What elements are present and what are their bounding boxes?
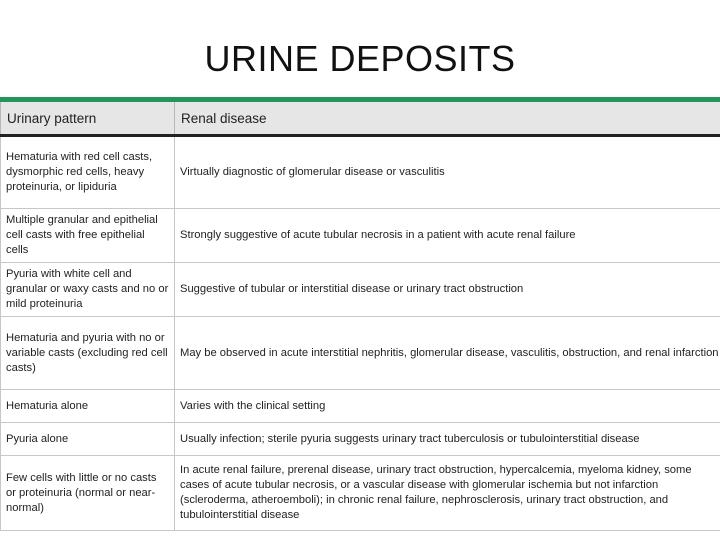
table-row — [1, 136, 720, 209]
urinary-pattern-cell: Hematuria with red cell casts, dysmorphic red cells, heavy proteinuria, or lipiduria — [1, 136, 175, 209]
table-row — [1, 263, 720, 317]
renal-disease-cell: May be observed in acute interstitial nephritis, glomerular disease, vasculitis, obstruction, and renal infarction — [175, 317, 720, 390]
header-urinary-pattern: Urinary pattern — [1, 102, 175, 136]
table-row — [1, 456, 720, 531]
renal-disease-cell: Varies with the clinical setting — [175, 390, 720, 423]
slide-title: URINE DEPOSITS — [204, 38, 516, 79]
renal-disease-cell: In acute renal failure, prerenal disease, urinary tract obstruction, hypercalcemia, myeloma kidney, some cases of acute tubular necrosis, or a vascular disease with glomerular ischemia but not infarction (scleroderma, atheroemboli); in chronic renal failure, nephrosclerosis, urinary tract obstruction, and tubulointerstitial disease — [175, 456, 720, 531]
table-row — [1, 209, 720, 263]
urinary-pattern-cell: Multiple granular and epithelial cell casts with free epithelial cells — [1, 209, 175, 263]
renal-disease-cell: Suggestive of tubular or interstitial disease or urinary tract obstruction — [175, 263, 720, 317]
urinary-pattern-cell: Pyuria with white cell and granular or waxy casts and no or mild proteinuria — [1, 263, 175, 317]
urinary-pattern-cell: Few cells with little or no casts or proteinuria (normal or near-normal) — [1, 456, 175, 531]
renal-disease-cell: Usually infection; sterile pyuria suggests urinary tract tuberculosis or tubulointerstitial disease — [175, 423, 720, 456]
urinary-pattern-cell: Pyuria alone — [1, 423, 175, 456]
urinary-pattern-cell: Hematuria alone — [1, 390, 175, 423]
table-row — [1, 423, 720, 456]
deposits-table-container — [0, 97, 720, 540]
table-row — [1, 390, 720, 423]
table-row — [1, 317, 720, 390]
urine-deposits-table — [0, 102, 720, 531]
header-renal-disease: Renal disease — [175, 102, 720, 136]
table-header-row — [1, 102, 720, 136]
renal-disease-cell: Virtually diagnostic of glomerular disease or vasculitis — [175, 136, 720, 209]
urinary-pattern-cell: Hematuria and pyuria with no or variable casts (excluding red cell casts) — [1, 317, 175, 390]
renal-disease-cell: Strongly suggestive of acute tubular necrosis in a patient with acute renal failure — [175, 209, 720, 263]
